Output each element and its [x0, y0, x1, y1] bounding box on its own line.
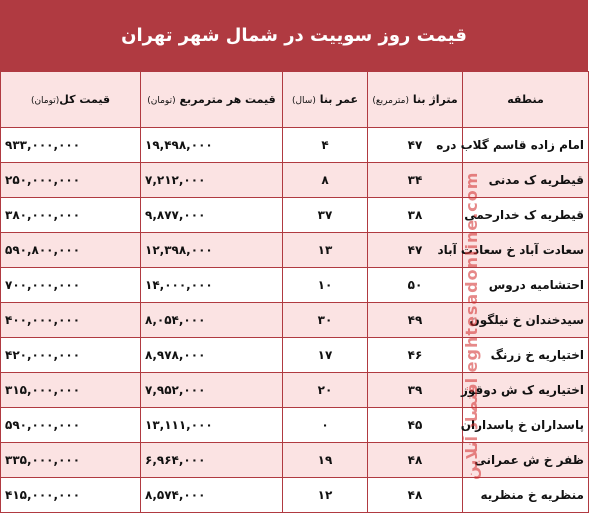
cell-region: منظریه خ منظریه — [463, 478, 589, 513]
cell-total-price: ۳۸۰,۰۰۰,۰۰۰ — [1, 198, 141, 233]
header-total-price: قیمت کل(تومان) — [1, 72, 141, 128]
table-row — [1, 163, 589, 198]
cell-total-price: ۹۳۳,۰۰۰,۰۰۰ — [1, 128, 141, 163]
table-row — [1, 408, 589, 443]
cell-total-price: ۴۲۰,۰۰۰,۰۰۰ — [1, 338, 141, 373]
cell-region: پاسداران خ پاسداران — [463, 408, 589, 443]
cell-region: احتشامیه دروس — [463, 268, 589, 303]
header-age: عمر بنا (سال) — [283, 72, 368, 128]
header-region: منطقه — [463, 72, 589, 128]
cell-age: ۲۰ — [283, 373, 368, 408]
cell-age: ۴ — [283, 128, 368, 163]
table-row — [1, 478, 589, 513]
table-row — [1, 198, 589, 233]
cell-total-price: ۴۱۵,۰۰۰,۰۰۰ — [1, 478, 141, 513]
table-row — [1, 373, 589, 408]
cell-region: ظفر خ ش عمرانی — [463, 443, 589, 478]
cell-age: ۳۰ — [283, 303, 368, 338]
cell-region: امام زاده قاسم گلاب دره — [463, 128, 589, 163]
cell-area: ۵۰ — [368, 268, 463, 303]
cell-price-per-meter: ۸,۹۷۸,۰۰۰ — [141, 338, 283, 373]
cell-region: قیطریه ک مدنی — [463, 163, 589, 198]
table-row — [1, 338, 589, 373]
cell-age: ۱۰ — [283, 268, 368, 303]
cell-area: ۴۷ — [368, 233, 463, 268]
cell-region: اختیاریه ک ش دوقوز — [463, 373, 589, 408]
table-title: قیمت روز سوییت در شمال شهر تهران — [0, 0, 588, 71]
cell-age: ۱۹ — [283, 443, 368, 478]
cell-price-per-meter: ۱۲,۳۹۸,۰۰۰ — [141, 233, 283, 268]
cell-price-per-meter: ۱۹,۴۹۸,۰۰۰ — [141, 128, 283, 163]
cell-total-price: ۵۹۰,۸۰۰,۰۰۰ — [1, 233, 141, 268]
table-row — [1, 443, 589, 478]
cell-area: ۴۸ — [368, 478, 463, 513]
header-price-per-meter: قیمت هر مترمربع (تومان) — [141, 72, 283, 128]
cell-price-per-meter: ۷,۹۵۲,۰۰۰ — [141, 373, 283, 408]
cell-region: سیدخندان خ نیلگون — [463, 303, 589, 338]
cell-price-per-meter: ۱۴,۰۰۰,۰۰۰ — [141, 268, 283, 303]
cell-price-per-meter: ۱۳,۱۱۱,۰۰۰ — [141, 408, 283, 443]
cell-age: ۰ — [283, 408, 368, 443]
table-row — [1, 128, 589, 163]
table-row — [1, 268, 589, 303]
cell-price-per-meter: ۸,۵۷۴,۰۰۰ — [141, 478, 283, 513]
cell-age: ۱۲ — [283, 478, 368, 513]
cell-total-price: ۴۰۰,۰۰۰,۰۰۰ — [1, 303, 141, 338]
cell-age: ۸ — [283, 163, 368, 198]
table-row — [1, 303, 589, 338]
cell-price-per-meter: ۷,۲۱۲,۰۰۰ — [141, 163, 283, 198]
cell-area: ۴۹ — [368, 303, 463, 338]
cell-price-per-meter: ۶,۹۶۴,۰۰۰ — [141, 443, 283, 478]
price-table — [0, 71, 589, 513]
cell-region: سعادت آباد خ سعادت آباد — [463, 233, 589, 268]
header-row — [1, 72, 589, 128]
cell-area: ۴۷ — [368, 128, 463, 163]
cell-age: ۱۳ — [283, 233, 368, 268]
cell-area: ۴۶ — [368, 338, 463, 373]
cell-total-price: ۵۹۰,۰۰۰,۰۰۰ — [1, 408, 141, 443]
cell-price-per-meter: ۹,۸۷۷,۰۰۰ — [141, 198, 283, 233]
watermark-text: اقتصاد آنلاین eghtesadonline.com — [462, 171, 481, 480]
header-area: متراژ بنا (مترمربع) — [368, 72, 463, 128]
cell-total-price: ۲۵۰,۰۰۰,۰۰۰ — [1, 163, 141, 198]
cell-age: ۱۷ — [283, 338, 368, 373]
cell-total-price: ۳۳۵,۰۰۰,۰۰۰ — [1, 443, 141, 478]
cell-region: قیطریه ک خدارحمی — [463, 198, 589, 233]
cell-age: ۳۷ — [283, 198, 368, 233]
cell-total-price: ۳۱۵,۰۰۰,۰۰۰ — [1, 373, 141, 408]
cell-price-per-meter: ۸,۰۵۴,۰۰۰ — [141, 303, 283, 338]
table-row — [1, 233, 589, 268]
cell-area: ۳۸ — [368, 198, 463, 233]
cell-area: ۳۹ — [368, 373, 463, 408]
cell-area: ۴۸ — [368, 443, 463, 478]
cell-area: ۳۴ — [368, 163, 463, 198]
cell-region: اختیاریه خ زرنگ — [463, 338, 589, 373]
cell-total-price: ۷۰۰,۰۰۰,۰۰۰ — [1, 268, 141, 303]
cell-area: ۴۵ — [368, 408, 463, 443]
